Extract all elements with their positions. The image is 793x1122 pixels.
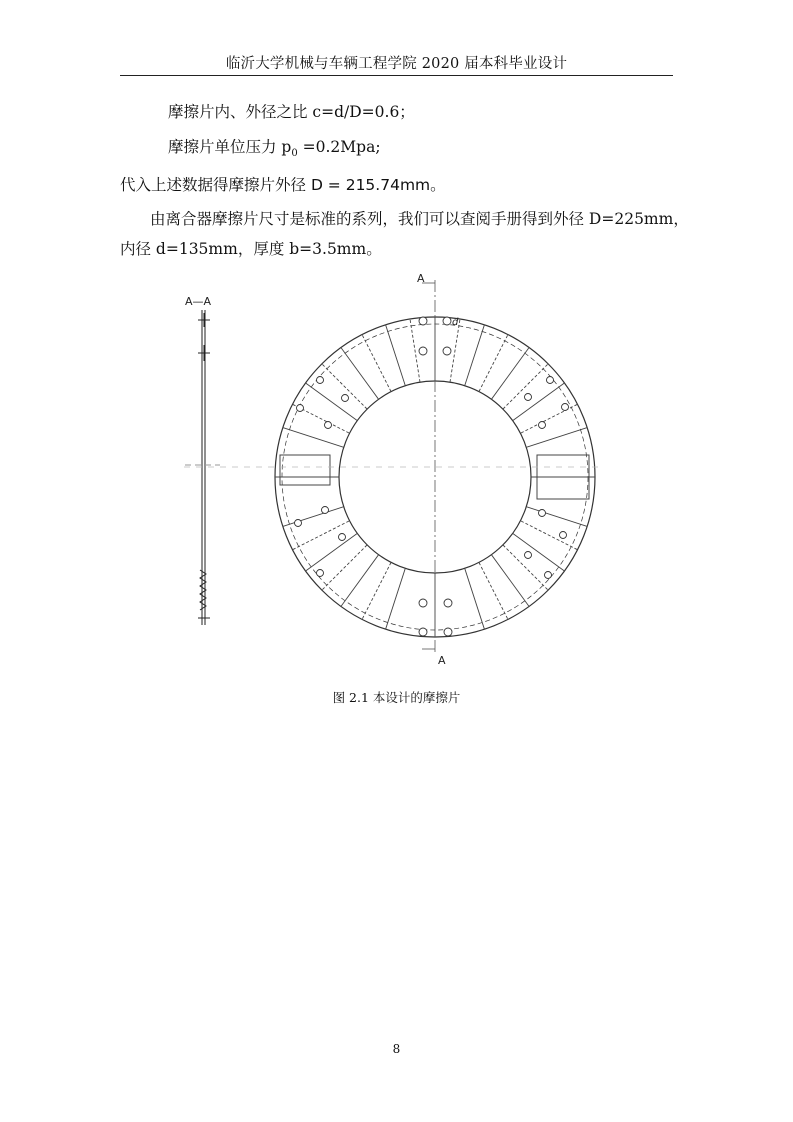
pressure-subscript: 0 xyxy=(291,148,298,159)
pressure-suffix: =0.2Mpa; xyxy=(297,138,381,156)
cut-label-top: A xyxy=(417,272,425,285)
paragraph-ratio: 摩擦片内、外径之比 c=d/D=0.6； xyxy=(168,103,415,121)
header-rule xyxy=(120,75,673,76)
paragraph-standard-size: 由离合器摩擦片尺寸是标准的系列，我们可以查阅手册得到外径 D=225mm， xyxy=(150,210,689,228)
paragraph-standard-size-cont: 内径 d=135mm，厚度 b=3.5mm。 xyxy=(120,240,382,258)
outer-diameter-prefix: 代入上述数据得摩擦片外径 xyxy=(120,176,311,194)
center-lines xyxy=(184,280,602,653)
friction-plate-drawing xyxy=(170,265,610,680)
paragraph-pressure xyxy=(168,136,381,161)
figure-caption: 图 2.1 本设计的摩擦片 xyxy=(332,690,461,705)
paragraph-outer-diameter xyxy=(120,174,446,196)
cut-label-bottom: A xyxy=(438,654,446,667)
page-header: 临沂大学机械与车辆工程学院 2020 届本科毕业设计 xyxy=(225,56,568,72)
section-view xyxy=(185,295,220,625)
dimension-label-d: d xyxy=(452,317,459,328)
page-number: 8 xyxy=(392,1042,401,1056)
section-label: A—A xyxy=(185,295,212,308)
outer-diameter-suffix: 。 xyxy=(430,176,446,194)
outer-diameter-formula: D = 215.74mm xyxy=(310,176,431,194)
rivet-holes xyxy=(295,317,569,636)
pressure-prefix: 摩擦片单位压力 p xyxy=(168,138,292,156)
